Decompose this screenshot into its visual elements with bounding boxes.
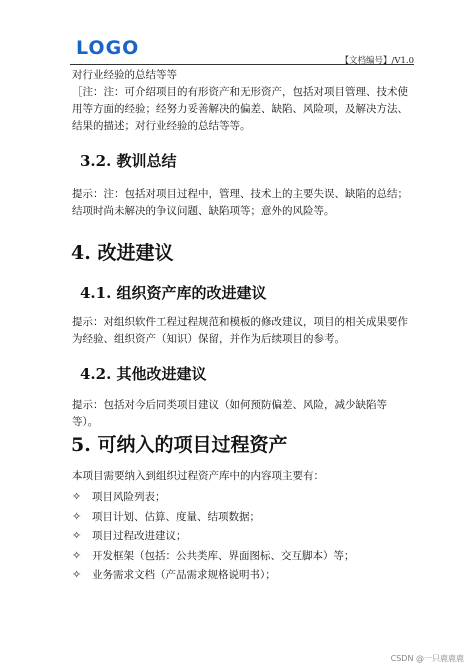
diamond-bullet-icon: ✧	[72, 509, 82, 523]
list-item	[72, 487, 422, 507]
diamond-bullet-icon: ✧	[72, 490, 82, 504]
diamond-bullet-icon: ✧	[72, 568, 82, 582]
diamond-bullet-icon: ✧	[72, 529, 82, 543]
list-item-text: 项目过程改进建议；	[92, 530, 187, 543]
paragraph-4-1: 提示：对组织软件工程过程规范和模板的修改建议，项目的相关成果要作为经验、组织资产（知识）保留，并作为后续项目的参考。	[72, 316, 408, 345]
heading-4-2: 4.2. 其他改进建议	[80, 365, 207, 383]
diamond-bullet-icon: ✧	[72, 548, 82, 562]
heading-4: 4. 改进建议	[71, 242, 174, 264]
heading-4-1: 4.1. 组织资产库的改进建议	[80, 284, 267, 302]
paragraph-4-2: 提示：包括对今后同类项目建议（如何预防偏差、风险，减少缺陷等等）。	[72, 399, 387, 428]
asset-list	[72, 487, 422, 585]
paragraph-3-2: 提示：注：包括对项目过程中，管理、技术上的主要失误、缺陷的总结；结项时尚未解决的争议问题、缺陷项等；意外的风险等。	[72, 188, 408, 217]
intro-line: 对行业经验的总结等等	[72, 69, 177, 81]
list-item-text: 项目计划、估算、度量、结项数据；	[92, 510, 260, 523]
header-divider	[70, 64, 414, 65]
list-item	[72, 546, 422, 566]
list-item	[72, 526, 422, 546]
logo: LOGO	[76, 37, 140, 59]
watermark: CSDN @一只鹿鹿鹿	[390, 654, 464, 663]
list-item	[72, 565, 422, 585]
intro-paragraph: ［注：注：可介绍项目的有形资产和无形资产，包括对项目管理、技术使用等方面的经验；经努力妥善解决的偏差、缺陷、风险项，及解决方法、结果的描述；对行业经验的总结等等。	[72, 86, 408, 132]
document-number: 【文档编号】/V1.0	[340, 56, 414, 66]
list-item-text: 业务需求文档（产品需求规格说明书）；	[92, 569, 276, 582]
heading-5: 5. 可纳入的项目过程资产	[71, 434, 288, 456]
paragraph-5-intro: 本项目需要纳入到组织过程资产库中的内容项主要有：	[72, 470, 324, 482]
list-item-text: 开发框架（包括：公共类库、界面图标、交互脚本）等；	[92, 549, 355, 562]
list-item	[72, 507, 422, 527]
list-item-text: 项目风险列表；	[92, 491, 166, 504]
heading-3-2: 3.2. 教训总结	[80, 152, 177, 170]
